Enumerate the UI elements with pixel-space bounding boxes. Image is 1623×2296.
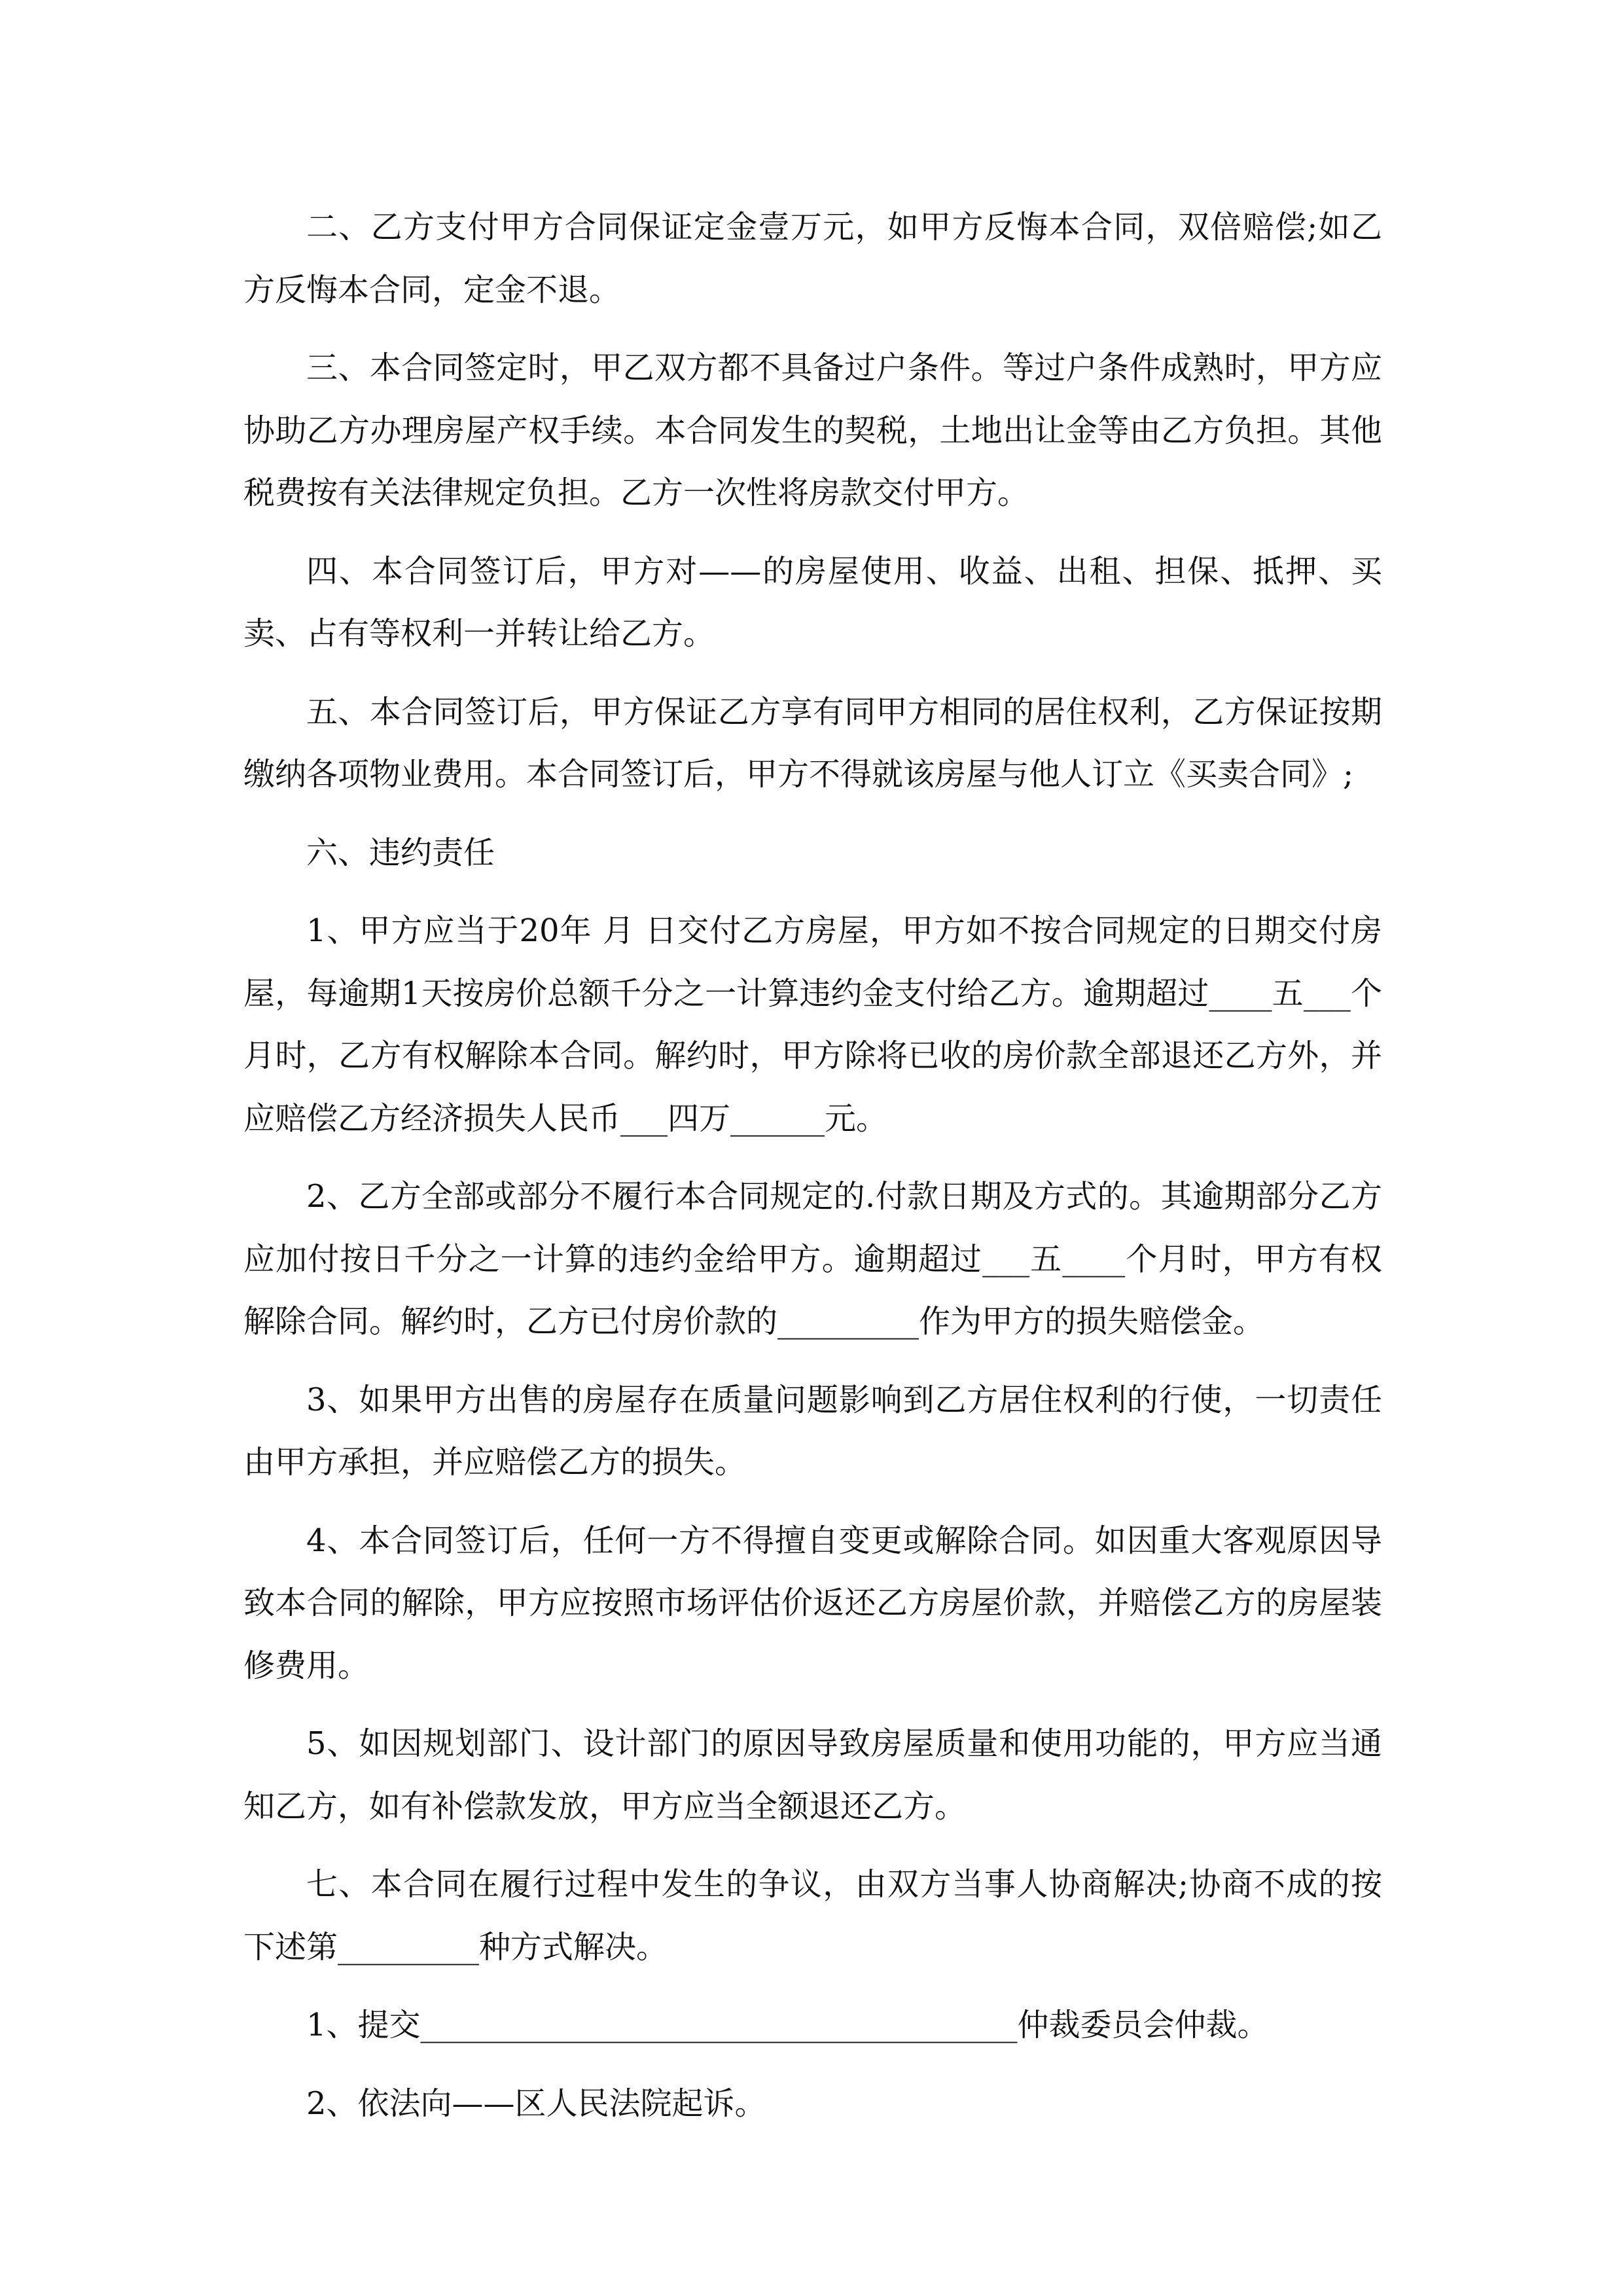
- clause-4-rights-transfer: 四、本合同签订后，甲方对——的房屋使用、收益、出租、担保、抵押、买卖、占有等权利一并转让给乙方。: [243, 552, 1382, 652]
- liability-item-1: 1、甲方应当于20年 月 日交付乙方房屋，甲方如不按合同规定的日期交付房屋，每逾期1天按房价总额千分之一计算违约金支付给乙方。逾期超过____五___个月时，乙方有权解除本合同。解约时，甲方除将已收的房价款全部退还乙方外，并应赔偿乙方经济损失人民币___四万______元。: [243, 912, 1382, 1137]
- clause-7-disputes: 七、本合同在履行过程中发生的争议，由双方当事人协商解决;协商不成的按下述第_________种方式解决。: [243, 1866, 1382, 1965]
- clause-6-heading-liability: 六、违约责任: [306, 834, 495, 871]
- liability-item-2: 2、乙方全部或部分不履行本合同规定的.付款日期及方式的。其逾期部分乙方应加付按日千分之一计算的违约金给甲方。逾期超过___五____个月时，甲方有权解除合同。解约时，乙方已付房价款的_________作为甲方的损失赔偿金。: [243, 1178, 1382, 1340]
- clause-2-deposit: 二、乙方支付甲方合同保证定金壹万元，如甲方反悔本合同，双倍赔偿;如乙方反悔本合同，定金不退。: [243, 209, 1382, 308]
- liability-item-4: 4、本合同签订后，任何一方不得擅自变更或解除合同。如因重大客观原因导致本合同的解除，甲方应按照市场评估价返还乙方房屋价款，并赔偿乙方的房屋装修费用。: [243, 1522, 1382, 1684]
- clause-5-residence-rights: 五、本合同签订后，甲方保证乙方享有同甲方相同的居住权利，乙方保证按期缴纳各项物业费用。本合同签订后，甲方不得就该房屋与他人订立《买卖合同》;: [243, 693, 1382, 793]
- clause-3-transfer-conditions: 三、本合同签定时，甲乙双方都不具备过户条件。等过户条件成熟时，甲方应协助乙方办理房屋产权手续。本合同发生的契税，土地出让金等由乙方负担。其他税费按有关法律规定负担。乙方一次性将房款交付甲方。: [243, 350, 1382, 511]
- liability-item-5: 5、如因规划部门、设计部门的原因导致房屋质量和使用功能的，甲方应当通知乙方，如有补偿款发放，甲方应当全额退还乙方。: [243, 1725, 1382, 1825]
- liability-item-3: 3、如果甲方出售的房屋存在质量问题影响到乙方居住权利的行使，一切责任由甲方承担，并应赔偿乙方的损失。: [243, 1381, 1382, 1480]
- dispute-option-1: 1、提交______________________________________仲裁委员会仲裁。: [306, 2007, 1269, 2043]
- dispute-option-2: 2、依法向——区人民法院起诉。: [306, 2085, 766, 2122]
- contract-body: [243, 196, 1382, 2151]
